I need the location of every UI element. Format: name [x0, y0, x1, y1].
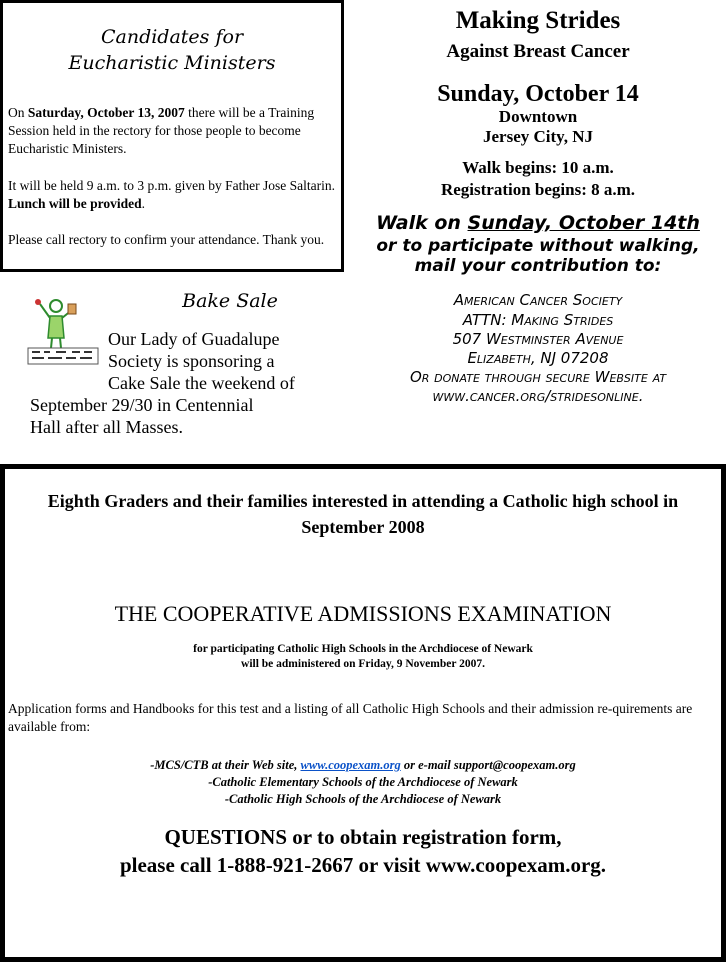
strides-subtitle: Against Breast Cancer: [446, 41, 630, 62]
strides-address-1: American Cancer Society: [453, 291, 623, 309]
candidates-title-line2: Eucharistic Ministers: [68, 52, 276, 74]
strides-date: Sunday, October 14: [437, 81, 639, 107]
strides-walk-on: [350, 211, 726, 235]
strides-address-3: 507 Westminster Avenue: [452, 330, 624, 348]
candidates-p1-text-end: there will be a Training Session held in the rectory for those people to become Eucharistic Ministers.: [8, 105, 315, 156]
coop-source-1: [0, 757, 726, 774]
coop-heading: Eighth Graders and their families interested in attending a Catholic high school in September 2008: [47, 491, 679, 537]
strides-address-2: ATTN: Making Strides: [462, 311, 614, 329]
bake-line-3: Cake Sale the weekend of: [108, 373, 295, 393]
candidates-p2-lunch: Lunch will be provided: [8, 196, 142, 211]
strides-title: Making Strides: [455, 7, 621, 34]
candidates-paragraph-2: [8, 177, 340, 213]
coop-source-1-email: or e-mail support@coopexam.org: [400, 758, 576, 772]
bake-line-2: Society is sponsoring a: [108, 351, 275, 371]
coop-participating: for participating Catholic High Schools in the Archdiocese of Newark: [193, 643, 533, 655]
strides-address-4: Elizabeth, NJ 07208: [467, 349, 609, 367]
strides-participate: or to participate without walking,: [376, 236, 700, 256]
strides-registration-time: Registration begins: 8 a.m.: [440, 180, 636, 199]
candidates-p2-text: It will be held 9 a.m. to 3 p.m. given by Father Jose Saltarin.: [8, 178, 335, 193]
strides-location-2: Jersey City, NJ: [482, 127, 593, 146]
coop-application-info: Application forms and Handbooks for this test and a listing of all Catholic High Schools and their admission re-quirements are available from:: [8, 701, 693, 734]
candidates-paragraph-1: [8, 104, 340, 158]
candidates-p2-end: .: [141, 196, 146, 211]
strides-walk-on-text: Walk on: [376, 212, 468, 234]
strides-mail: mail your contribution to:: [414, 256, 662, 276]
strides-walk-time: Walk begins: 10 a.m.: [462, 158, 614, 177]
coop-questions-1: QUESTIONS or to obtain registration form,: [164, 825, 562, 849]
coop-exam-title: THE COOPERATIVE ADMISSIONS EXAMINATION: [114, 601, 612, 626]
coop-source-3: -Catholic High Schools of the Archdiocese of Newark: [224, 792, 502, 806]
candidates-p1-text: On: [8, 105, 28, 120]
bake-line-5: Hall after all Masses.: [30, 417, 183, 437]
bake-sale-clipart-icon: [26, 296, 100, 368]
candidates-title-line1: Candidates for: [100, 26, 244, 48]
coop-website-link[interactable]: www.coopexam.org: [300, 758, 401, 772]
coop-administered: will be administered on Friday, 9 November 2007.: [241, 658, 485, 670]
bake-line-4: September 29/30 in Centennial: [30, 395, 254, 415]
strides-walk-on-date: Sunday, October 14th: [467, 212, 700, 234]
strides-address-5: Or donate through secure Website at: [409, 368, 667, 386]
candidates-p1-date: Saturday, October 13, 2007: [27, 105, 185, 120]
candidates-title: [0, 24, 344, 76]
bake-line-1: Our Lady of Guadalupe: [108, 329, 280, 349]
coop-questions-2: please call 1-888-921-2667 or visit www.coopexam.org.: [119, 853, 607, 877]
bake-sale-title: Bake Sale: [182, 290, 278, 312]
strides-location-1: Downtown: [498, 107, 578, 126]
coop-source-2: -Catholic Elementary Schools of the Archdiocese of Newark: [208, 775, 518, 789]
candidates-paragraph-3: Please call rectory to confirm your attendance. Thank you.: [8, 232, 325, 247]
strides-address-6: www.cancer.org/stridesonline.: [432, 387, 644, 405]
coop-source-1-text: -MCS/CTB at their Web site,: [150, 758, 301, 772]
